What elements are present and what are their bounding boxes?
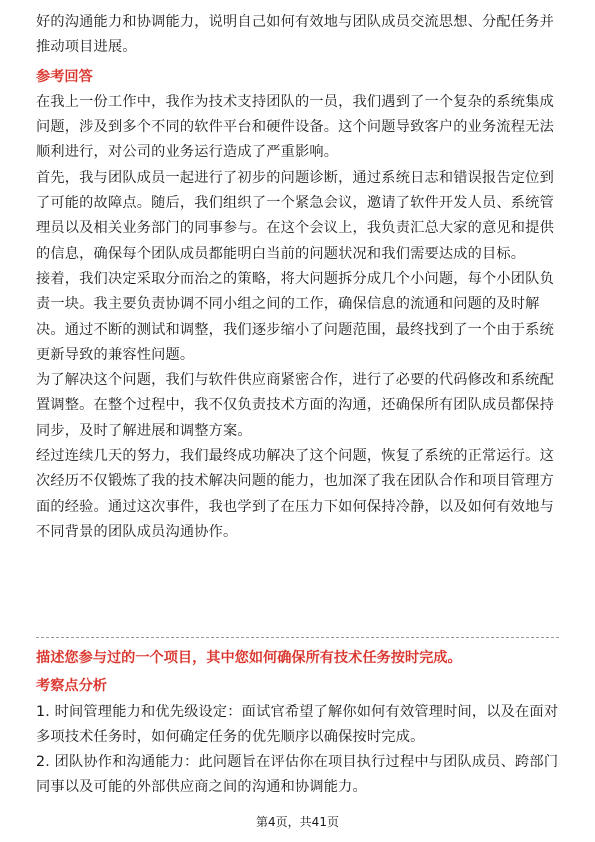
answer-paragraph-2: 首先，我与团队成员一起进行了初步的问题诊断，通过系统日志和错误报告定位到了可能的故障点。随后，我们组织了一个紧急会议，邀请了软件开发人员、系统管理员以及相关业务部门的同事参与。在这个会议上，我负责汇总大家的意见和提供的信息，确保每个团队成员都能明白当前的问题状况和我们需要达成的目标。 (36, 169, 554, 262)
answer-heading: 参考回答 (36, 68, 93, 85)
answer-paragraph-1: 在我上一份工作中，我作为技术支持团队的一员，我们遇到了一个复杂的系统集成问题，涉及到多个不同的软件平台和硬件设备。这个问题导致客户的业务流程无法顺利进行，对公司的业务运行造成了严重影响。 (36, 93, 554, 161)
upper-content (36, 10, 564, 545)
section-divider (36, 637, 559, 638)
analysis-item-1: 1. 时间管理能力和优先级设定：面试官希望了解你如何有效管理时间，以及在面对多项技术任务时，如何确定任务的优先顺序以确保按时完成。 (36, 703, 559, 745)
answer-paragraph-3: 接着，我们决定采取分而治之的策略，将大问题拆分成几个小问题，每个小团队负责一块。我主要负责协调不同小组之间的工作，确保信息的流通和问题的及时解决。通过不断的测试和调整，我们逐步缩小了问题范围，最终找到了一个由于系统更新导致的兼容性问题。 (36, 270, 554, 363)
next-question: 描述您参与过的一个项目，其中您如何确保所有技术任务按时完成。 (36, 650, 462, 666)
analysis-item-2: 2. 团队协作和沟通能力：此问题旨在评估你在项目执行过程中与团队成员、跨部门同事以及可能的外部供应商之间的沟通和协调能力。 (36, 754, 559, 796)
answer-paragraph-5: 经过连续几天的努力，我们最终成功解决了这个问题，恢复了系统的正常运行。这次经历不仅锻炼了我的技术解决问题的能力，也加深了我在团队合作和项目管理方面的经验。通过这次事件，我也学到了在压力下如何保持冷静，以及如何有效地与不同背景的团队成员沟通协作。 (36, 448, 554, 540)
page-footer: 第4页，共41页 (256, 815, 339, 829)
answer-paragraph-4: 为了解决这个问题，我们与软件供应商紧密合作，进行了必要的代码修改和系统配置调整。在整个过程中，我不仅负责技术方面的沟通，还确保所有团队成员都保持同步，及时了解进展和调整方案。 (36, 372, 554, 439)
top-paragraph: 好的沟通能力和协调能力，说明自己如何有效地与团队成员交流思想、分配任务并推动项目进展。 (36, 14, 554, 56)
lower-content (36, 646, 564, 801)
analysis-heading: 考察点分析 (36, 678, 107, 695)
